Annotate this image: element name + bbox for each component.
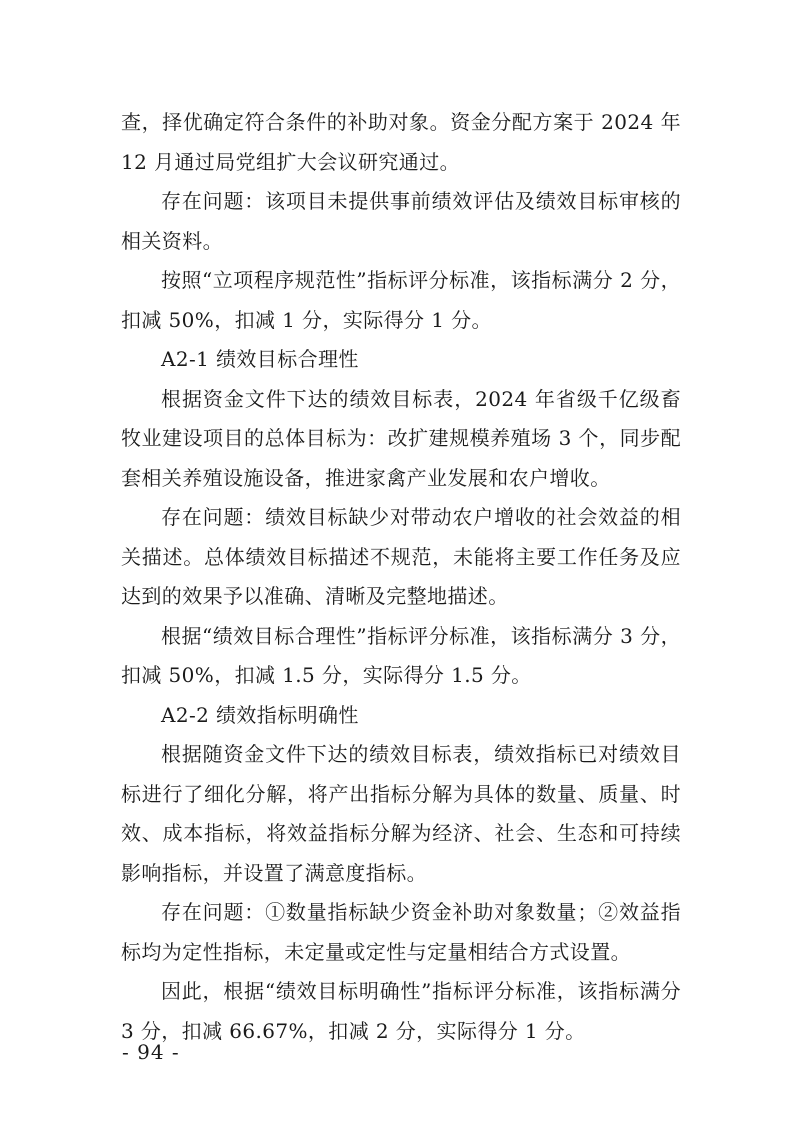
- page-number: - 94 -: [122, 1040, 180, 1064]
- paragraph-score-goal: 根据“绩效目标合理性”指标评分标准，该指标满分 3 分，扣减 50%，扣减 1.5 分，实际得分 1.5 分。: [121, 623, 681, 687]
- paragraph-funding-approval: 查，择优确定符合条件的补助对象。资金分配方案于 2024 年 12 月通过局党组扩大会议研究通过。: [121, 110, 681, 174]
- paragraph-score-indicators: 因此，根据“绩效目标明确性”指标评分标准，该指标满分 3 分，扣减 66.67%，扣减 2 分，实际得分 1 分。: [121, 979, 681, 1043]
- paragraph-issue-goal: 存在问题：绩效目标缺少对带动农户增收的社会效益的相关描述。总体绩效目标描述不规范，未能将主要工作任务及应达到的效果予以准确、清晰及完整地描述。: [121, 505, 681, 608]
- paragraph-issue-prior-assessment: 存在问题：该项目未提供事前绩效评估及绩效目标审核的相关资料。: [121, 189, 681, 253]
- heading-a2-2: A2-2 绩效指标明确性: [161, 702, 359, 727]
- paragraph-overall-goal: 根据资金文件下达的绩效目标表，2024 年省级千亿级畜牧业建设项目的总体目标为：改扩建规模养殖场 3 个，同步配套相关养殖设施设备，推进家禽产业发展和农户增收。: [121, 386, 681, 490]
- paragraph-score-procedure: 按照“立项程序规范性”指标评分标准，该指标满分 2 分，扣减 50%，扣减 1 分，实际得分 1 分。: [121, 268, 681, 332]
- heading-a2-1: A2-1 绩效目标合理性: [161, 347, 359, 371]
- document-body: [121, 103, 681, 1051]
- paragraph-indicator-breakdown: 根据随资金文件下达的绩效目标表，绩效指标已对绩效目标进行了细化分解，将产出指标分解为具体的数量、质量、时效、成本指标，将效益指标分解为经济、社会、生态和可持续影响指标，并设置了满意度指标。: [121, 742, 681, 885]
- paragraph-issue-indicators: 存在问题：①数量指标缺少资金补助对象数量；②效益指标均为定性指标，未定量或定性与定量相结合方式设置。: [121, 900, 681, 964]
